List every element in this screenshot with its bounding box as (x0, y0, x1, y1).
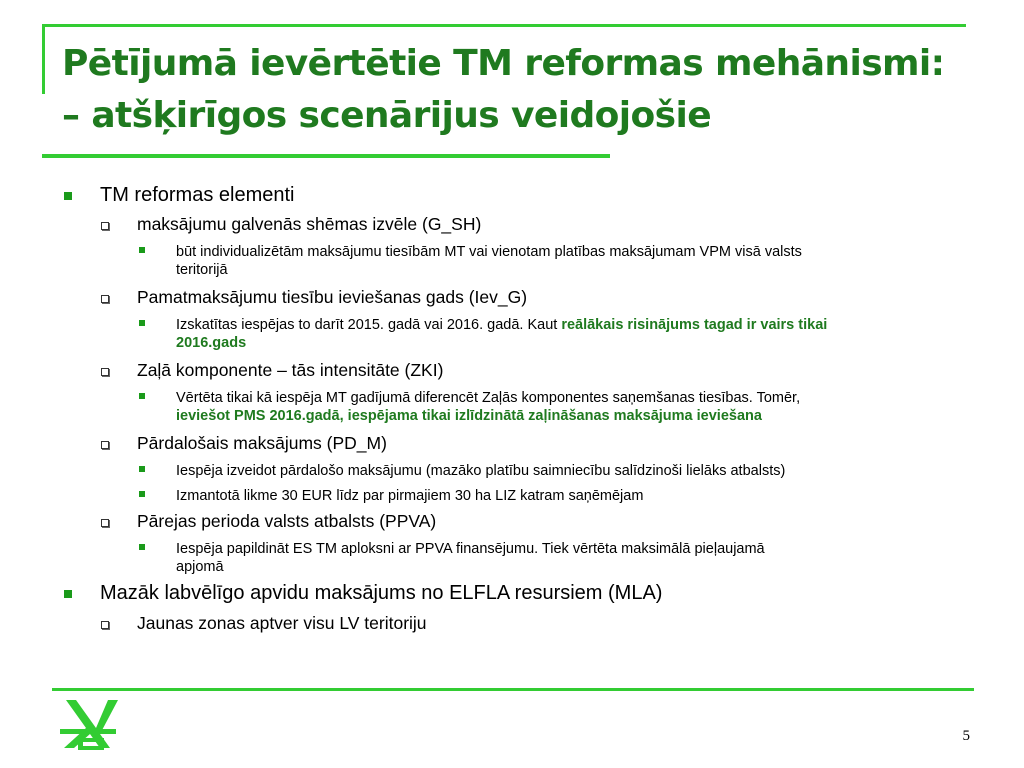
bullet-hollow-square (101, 621, 109, 629)
list-item-line: Izmantotā likme 30 EUR līdz par pirmajiem 30 ha LIZ katram saņēmējam (176, 488, 644, 504)
list-item-line: Vērtēta tikai kā iespēja MT gadījumā diferencēt Zaļās komponentes saņemšanas tiesības. Tomēr, (176, 390, 801, 406)
text-plain: Izskatītas iespējas to darīt 2015. gadā vai 2016. gadā. Kaut (176, 317, 562, 333)
list-item: Mazāk labvēlīgo apvidu maksājums no ELFLA resursiem (MLA) (100, 582, 663, 604)
list-item-line: teritorijā (176, 262, 228, 278)
bullet-hollow-square (101, 519, 109, 527)
logo-icon (52, 696, 124, 752)
bullet-square (139, 544, 145, 550)
text-highlight: reālākais risinājums tagad ir vairs tikai (561, 317, 828, 333)
list-item-line: Iespēja papildināt ES TM aploksni ar PPVA finansējumu. Tiek vērtēta maksimālā pieļaujamā (176, 541, 765, 557)
bullet-square (139, 247, 145, 253)
list-item: maksājumu galvenās shēmas izvēle (G_SH) (137, 214, 482, 234)
title-line-2: – atšķirīgos scenārijus veidojošie (62, 95, 712, 136)
list-item-line (176, 316, 827, 334)
list-item: Pārejas perioda valsts atbalsts (PPVA) (137, 511, 437, 531)
page-number: 5 (962, 728, 970, 744)
list-item: Zaļā komponente – tās intensitāte (ZKI) (137, 360, 444, 380)
list-item-line: apjomā (176, 559, 224, 575)
title-line-1: Pētījumā ievērtētie TM reformas mehānismi: (62, 43, 945, 84)
bullet-square (139, 491, 145, 497)
list-item: Pamatmaksājumu tiesību ieviešanas gads (Iev_G) (137, 287, 528, 307)
slide-title (62, 38, 982, 142)
list-item-line: būt individualizētām maksājumu tiesībām MT vai vienotam platības maksājumam VPM visā valsts (176, 244, 802, 260)
bottom-rule (52, 688, 974, 691)
list-item: Jaunas zonas aptver visu LV teritoriju (137, 613, 427, 633)
bullet-square (64, 590, 72, 598)
bullet-hollow-square (101, 295, 109, 303)
bullet-hollow-square (101, 222, 109, 230)
bullet-square (139, 393, 145, 399)
title-underline (42, 154, 610, 158)
list-item-line: 2016.gads (176, 335, 247, 351)
left-rule (42, 24, 45, 94)
bullet-square (139, 466, 145, 472)
list-item: TM reformas elementi (100, 184, 295, 206)
list-item-line: ieviešot PMS 2016.gadā, iespējama tikai izlīdzinātā zaļināšanas maksājuma ieviešana (176, 408, 762, 424)
bullet-square (64, 192, 72, 200)
bullet-square (139, 320, 145, 326)
bullet-hollow-square (101, 441, 109, 449)
bullet-hollow-square (101, 368, 109, 376)
list-item-line: Iespēja izveidot pārdalošo maksājumu (mazāko platību saimniecību salīdzinoši lielāks atbalsts) (176, 463, 786, 479)
list-item: Pārdalošais maksājums (PD_M) (137, 433, 387, 453)
top-rule (42, 24, 966, 27)
